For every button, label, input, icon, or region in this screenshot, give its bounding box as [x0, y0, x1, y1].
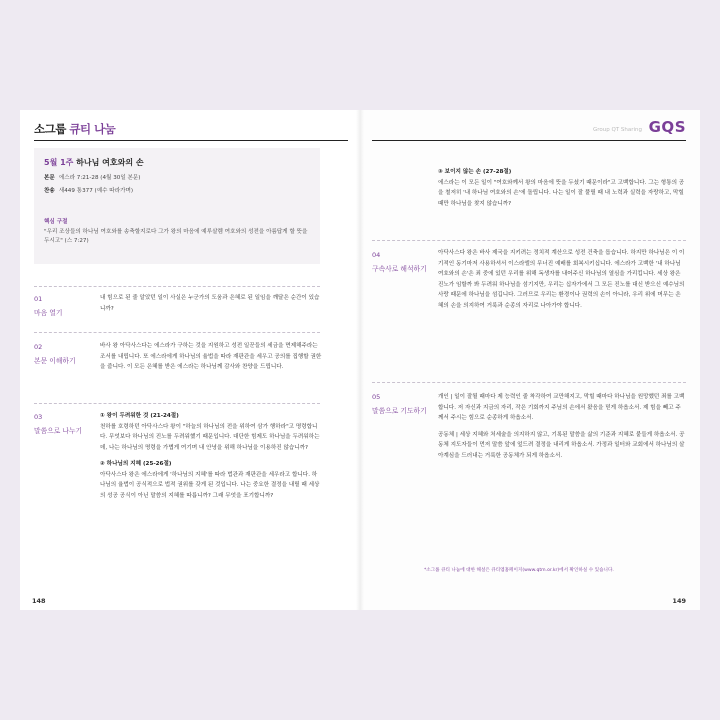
- header-rule: [372, 140, 686, 141]
- section-body: [438, 167, 686, 215]
- section-body: 아닥사스다 왕은 바사 제국을 지키려는 정치적 계산으로 성전 건축을 돕습니다. 하지만 하나님은 이 이기적인 동기마저 사용하셔서 이스라엘의 무너진 예배를 회복시키십니다. 에스라가 고백한 '내 하나님 여호와의 손'은 죄 중에 있던 우리를 위해 독생자를 내어주신 하나님의 열심을 가리킵니다. 세상 왕은 진노가 임할까 봐 두려워 하나님을 섬기지만, 우리는 십자가에서 그 모든 진노를 대신 받으신 예수님의 사랑 때문에 하나님을 섬깁니다. 그러므로 우리는 환경이나 권력의 손이 아니라, 우리 위에 머무는 은혜의 손을 의지하여 거룩과 순종의 자리로 나아가야 합니다.: [438, 250, 685, 309]
- page-number: 148: [32, 597, 46, 605]
- question-heading: ② 하나님의 지혜 (25-26절): [100, 461, 172, 467]
- passage-label: 본문: [44, 175, 55, 181]
- prayer-personal: 개인 | 일이 잘될 때마다 제 능력인 줄 착각하여 교만해지고, 막힐 때마다 하나님을 원망했던 죄를 고백합니다. 저 자신과 지금의 자리, 작은 기회까지 주님의 손에서 왔음을 믿게 하옵소서. 제 힘을 빼고 주께서 주시는 힘으로 순종하게 하옵소서.: [438, 394, 685, 421]
- question-heading: ① 왕이 두려워한 것 (21-24절): [100, 413, 179, 419]
- verse-week: 5월 1주: [44, 158, 74, 167]
- left-page: [20, 110, 360, 610]
- section-number: 01: [34, 295, 43, 303]
- question-body: 천하를 호령하던 아닥사스다 왕이 "하늘의 하나님의 전을 위하여 삼가 행하라"고 명령합니다. 무엇보다 하나님의 진노를 두려워했기 때문입니다. 대단한 힘제도 하나님을 두려워하는데, 나는 하나님의 명령을 가볍게 여기며 내 안녕을 위해 하나님을 이용하진 않습니까?: [100, 423, 320, 451]
- section-number: 02: [34, 343, 43, 351]
- question-body: 에스라는 이 모든 일이 "여호와께서 왕의 마음에 뜻을 두셨기 때문이라"고 고백합니다. 그는 형통의 공을 철저히 '내 하나님 여호와의 손'에 돌립니다. 나는 일이 잘 풀릴 때 내 노력과 실력을 자랑하고, 막힐 때만 하나님을 찾지 않습니까?: [438, 179, 685, 207]
- section-title: 말씀으로 기도하기: [372, 407, 427, 415]
- page-brand-title: [34, 121, 115, 137]
- verse-title: 하나님 여호와의 손: [76, 158, 144, 167]
- section-divider: [372, 240, 686, 241]
- section-body: [100, 411, 322, 507]
- passage-row: [44, 173, 141, 181]
- hymn-row: [44, 186, 133, 194]
- footnote: *소그룹 큐티 나눔에 대한 해설은 큐티엠홈페이지(www.qtm.or.kr)에서 확인하실 수 있습니다.: [424, 568, 614, 573]
- question-heading: ③ 보이지 않는 손 (27-28절): [438, 169, 512, 175]
- section-divider: [34, 286, 320, 287]
- verse-heading: [44, 157, 144, 168]
- prayer-community: 공동체 | 세상 지혜와 처세술을 의지하지 않고, 기록된 말씀을 삶의 기준과 지혜로 붙들게 하옵소서. 공동체 지도자들이 먼저 말씀 앞에 엎드려 결정을 내리게 하옵소서. 가정과 일터와 교회에서 하나님의 살아계심을 드러내는 거룩한 공동체가 되게 하옵소서.: [438, 431, 685, 459]
- book-gutter: [356, 110, 364, 610]
- section-number: 05: [372, 393, 381, 401]
- section-body: [438, 392, 686, 467]
- passage-text: 에스라 7:21-28 (4월 30일 본문): [58, 175, 141, 181]
- section-title: 마음 열기: [34, 309, 63, 317]
- brand-accent: 큐티 나눔: [69, 122, 116, 136]
- key-verse-text: "우리 조상들의 하나님 여호와를 송축할지로다 그가 왕의 마음에 예루살렘 여호와의 성전을 아름답게 할 뜻을 두시고" (스 7:27): [44, 229, 308, 244]
- header-rule: [34, 140, 348, 141]
- section-body: 바사 왕 아닥사스다는 에스라가 구하는 것을 지원하고 성전 일꾼들의 세금을 면제해주라는 조서를 내립니다. 또 에스라에게 하나님의 율법을 따라 재판관을 세우고 공의를 집행할 권한을 줍니다. 이 모든 은혜를 받은 에스라는 하나님께 감사와 찬양을 드립니다.: [100, 343, 322, 370]
- hymn-label: 찬송: [44, 188, 55, 194]
- key-verse-label: 핵심 구절: [44, 219, 68, 225]
- section-title: 말씀으로 나누기: [34, 427, 83, 435]
- gqs-logo: GQS: [648, 118, 686, 136]
- section-divider: [34, 332, 320, 333]
- section-title: 본문 이해하기: [34, 357, 76, 365]
- header-subtitle: Group QT Sharing: [592, 127, 642, 133]
- verse-box: [34, 148, 320, 264]
- section-number: 03: [34, 413, 43, 421]
- section-number: 04: [372, 251, 381, 259]
- hymn-text: 새449 통377 (예수 따라가며): [58, 188, 134, 194]
- section-divider: [34, 403, 320, 404]
- book-spread: [20, 110, 700, 610]
- section-title: 구속사로 해석하기: [372, 265, 427, 273]
- section-body: 내 힘으로 된 줄 알았던 일이 사실은 누군가의 도움과 은혜로 된 일임을 깨달은 순간이 있습니까?: [100, 295, 320, 312]
- right-page: [360, 110, 700, 610]
- question-body: 아닥사스다 왕은 에스라에게 '하나님의 지혜'를 따라 법관과 재판관을 세우라고 합니다. 하나님의 율법이 공식적으로 법적 권위를 갖게 된 것입니다. 나는 중요한 결정을 내릴 때 세상의 성공 공식이 아닌 말씀의 지혜를 따릅니까? 그래 무엇을 포기합니까?: [100, 471, 320, 499]
- brand-prefix: 소그룹: [34, 122, 66, 136]
- section-divider: [372, 382, 686, 383]
- page-number: 149: [672, 597, 686, 605]
